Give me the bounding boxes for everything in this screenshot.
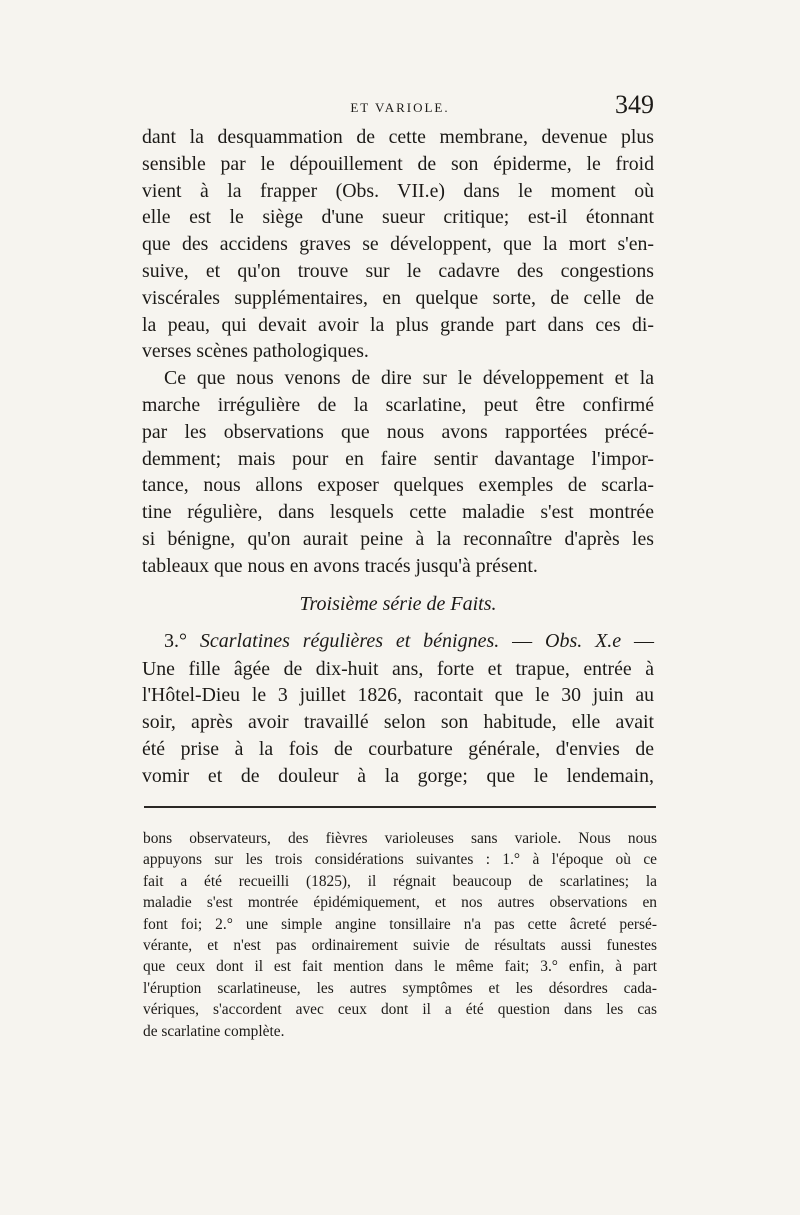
observation-number: Obs. X.e [545, 629, 622, 652]
text-line: tableaux que nous en avons tracés jusqu'à présent. [142, 554, 538, 577]
footnote-line: appuyons sur les trois considérations suivantes : 1.° à l'époque où ce [143, 851, 657, 869]
footnote-line: maladie s'est montrée épidémiquement, et nos autres observations en [143, 894, 657, 912]
footnote-line: l'éruption scarlatineuse, les autres symptômes et les désordres cada- [143, 979, 657, 997]
section-heading: Troisième série de Faits. [299, 592, 497, 615]
text-line: été prise à la fois de courbature générale, d'envies de [142, 737, 654, 760]
text-line: vient à la frapper (Obs. VII.e) dans le moment où [142, 179, 654, 202]
paragraph-1 [142, 124, 654, 365]
paragraph-3 [142, 656, 654, 790]
main-text [142, 124, 654, 790]
running-head: ET VARIOLE. [350, 100, 450, 115]
fact-number: 3.° [164, 629, 187, 652]
text-line: Ce que nous venons de dire sur le développement et la [164, 367, 654, 390]
text-line: dant la desquammation de cette membrane, devenue plus [142, 126, 654, 148]
text-line: sensible par le dépouillement de son épiderme, le froid [142, 152, 654, 175]
fact-heading [142, 628, 654, 656]
footnote-line: vérante, et n'est pas ordinairement suivie de résultats aussi funestes [143, 936, 657, 954]
text-line: vomir et de douleur à la gorge; que le lendemain, [142, 764, 654, 787]
fact-dash-end: — [634, 629, 655, 652]
fact-dash: — [512, 629, 533, 652]
text-line: Une fille âgée de dix-huit ans, forte et trapue, entrée à [142, 657, 654, 680]
text-line: tance, nous allons exposer quelques exemples de scarla- [142, 474, 654, 497]
text-line: que des accidens graves se développent, que la mort s'en- [142, 233, 654, 256]
footnote-line: bons observateurs, des fièvres varioleuses sans variole. Nous nous [143, 830, 657, 847]
fact-title: Scarlatines régulières et bénignes. [199, 629, 500, 652]
text-line: viscérales supplémentaires, en quelque sorte, de celle de [142, 286, 654, 309]
footnote-line: que ceux dont il est fait mention dans le même fait; 3.° enfin, à part [143, 958, 657, 976]
text-line: suive, et qu'on trouve sur le cadavre des congestions [142, 259, 654, 282]
text-line: demment; mais pour en faire sentir davantage l'impor- [142, 447, 654, 470]
text-line: l'Hôtel-Dieu le 3 juillet 1826, racontait que le 30 juin au [142, 684, 654, 707]
page-number: 349 [615, 90, 654, 119]
text-line: si bénigne, qu'on aurait peine à la reconnaître d'après les [142, 527, 654, 550]
text-line: marche irrégulière de la scarlatine, peut être confirmé [142, 393, 654, 416]
text-line: verses scènes pathologiques. [142, 340, 369, 363]
text-line: la peau, qui devait avoir la plus grande part dans ces di- [142, 313, 654, 336]
footnote-line: fait a été recueilli (1825), il régnait beaucoup de scarlatines; la [143, 872, 657, 890]
footnote-rule [144, 806, 656, 808]
footnote-line: font foi; 2.° une simple angine tonsillaire n'a pas cette âcreté persé- [143, 915, 657, 933]
text-line: par les observations que nous avons rapportées précé- [142, 420, 654, 443]
text-line: soir, après avoir travaillé selon son habitude, elle avait [142, 711, 654, 734]
text-line: elle est le siège d'une sueur critique; est-il étonnant [142, 206, 654, 229]
footnote [143, 828, 657, 1042]
footnote-line: vériques, s'accordent avec ceux dont il a été question dans les cas [143, 1001, 657, 1019]
paragraph-2 [142, 365, 654, 579]
text-line: tine régulière, dans lesquels cette maladie s'est montrée [142, 501, 654, 524]
footnote-line: de scarlatine complète. [143, 1022, 285, 1040]
